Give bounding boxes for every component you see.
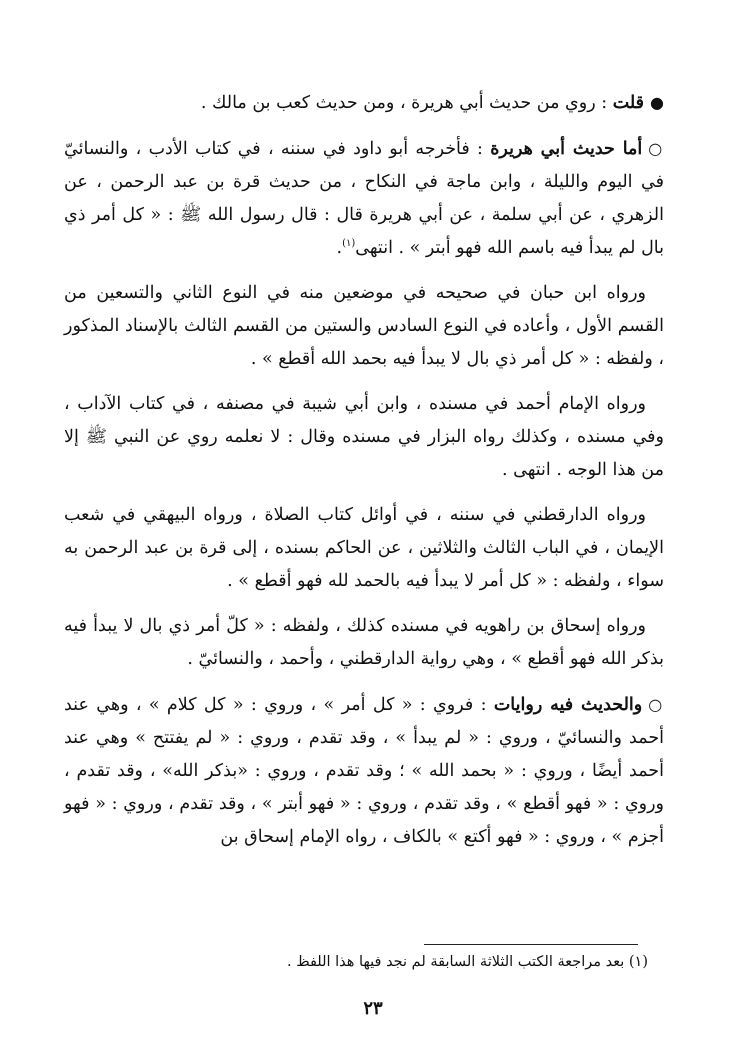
paragraph-text: : فروي : « كل أمر » ، وروي : « كل كلام » ، وهي عند أحمد والنسائيّ ، وروي : « لم يبدأ » ، وقد تقدم ، وروي : « لم يفتتح » وهي عند أحمد أيضًا ، وروي : « بحمد الله » ؛ وقد تقدم ، وروي : «بذكر الله» ، وقد تقدم ، وروي : « فهو أقطع » ، وقد تقدم ، وروي : « فهو أبتر » ، وقد تقدم ، وروي : « فهو أجزم » ، وروي : « فهو أكتع » بالكاف ، رواه الإمام إسحاق بن [64, 695, 664, 847]
footnote-reference[interactable]: (١) [342, 238, 356, 250]
paragraph-lead: قلت [612, 93, 645, 113]
paragraph-ishaq [64, 610, 664, 676]
paragraph-text: : فأخرجه أبو داود في سننه ، في كتاب الأدب ، والنسائيّ في اليوم والليلة ، وابن ماجة في النكاح ، من حديث قرة بن عبد الرحمن ، عن الزهري ، عن أبي سلمة ، عن أبي هريرة قال : قال رسول الله ﷺ : « كل أمر ذي بال لم يبدأ فيه باسم الله فهو أبتر » . انتهى [64, 139, 664, 258]
paragraph-text: ورواه ابن حبان في صحيحه في موضعين منه في النوع الثاني والتسعين من القسم الأول ، وأعاده في النوع السادس والستين من القسم الثالث بالإسناد المذكور ، ولفظه : « كل أمر ذي بال لا يبدأ فيه بحمد الله أقطع » . [64, 283, 664, 369]
paragraph-qultu [64, 86, 664, 120]
bullet-hollow-icon: ○ [648, 139, 664, 158]
paragraph-text: ورواه الدارقطني في سننه ، في أوائل كتاب الصلاة ، ورواه البيهقي في شعب الإيمان ، في الباب الثالث والثلاثين ، عن الحاكم بسنده ، إلى قرة بن عبد الرحمن به سواء ، ولفظه : « كل أمر لا يبدأ فيه بالحمد لله فهو أقطع » . [64, 505, 664, 591]
main-text [64, 86, 664, 866]
paragraph-text: : روي من حديث أبي هريرة ، ومن حديث كعب بن مالك . [200, 93, 613, 113]
page-number: ٢٣ [363, 998, 383, 1019]
bullet-hollow-icon: ○ [648, 695, 664, 714]
paragraph-tail: . [336, 238, 343, 258]
paragraph-ahmad [64, 388, 664, 487]
paragraph-text: ورواه إسحاق بن راهويه في مسنده كذلك ، ولفظه : « كلّ أمر ذي بال لا يبدأ فيه بذكر الله فهو أقطع » ، وهي رواية الدارقطني ، وأحمد ، والنسائيّ . [64, 616, 664, 669]
footnote-divider [424, 944, 638, 945]
paragraph-text: ورواه الإمام أحمد في مسنده ، وابن أبي شيبة في مصنفه ، في كتاب الآداب ، وفي مسنده ، وكذلك رواه البزار في مسنده وقال : لا نعلمه روي عن النبي ﷺ إلا من هذا الوجه . انتهى . [64, 394, 664, 480]
paragraph-abu-hurayra [64, 132, 664, 265]
paragraph-lead: والحديث فيه روايات [493, 695, 643, 715]
paragraph-riwayat [64, 688, 664, 854]
paragraph-lead: أما حديث أبي هريرة [490, 139, 643, 159]
bullet-filled-icon: ● [650, 93, 664, 112]
paragraph-ibn-hibban [64, 277, 664, 376]
paragraph-daraqutni [64, 499, 664, 598]
footnote: (١) بعد مراجعة الكتب الثلاثة السابقة لم نجد فيها هذا اللفظ . [286, 954, 648, 970]
